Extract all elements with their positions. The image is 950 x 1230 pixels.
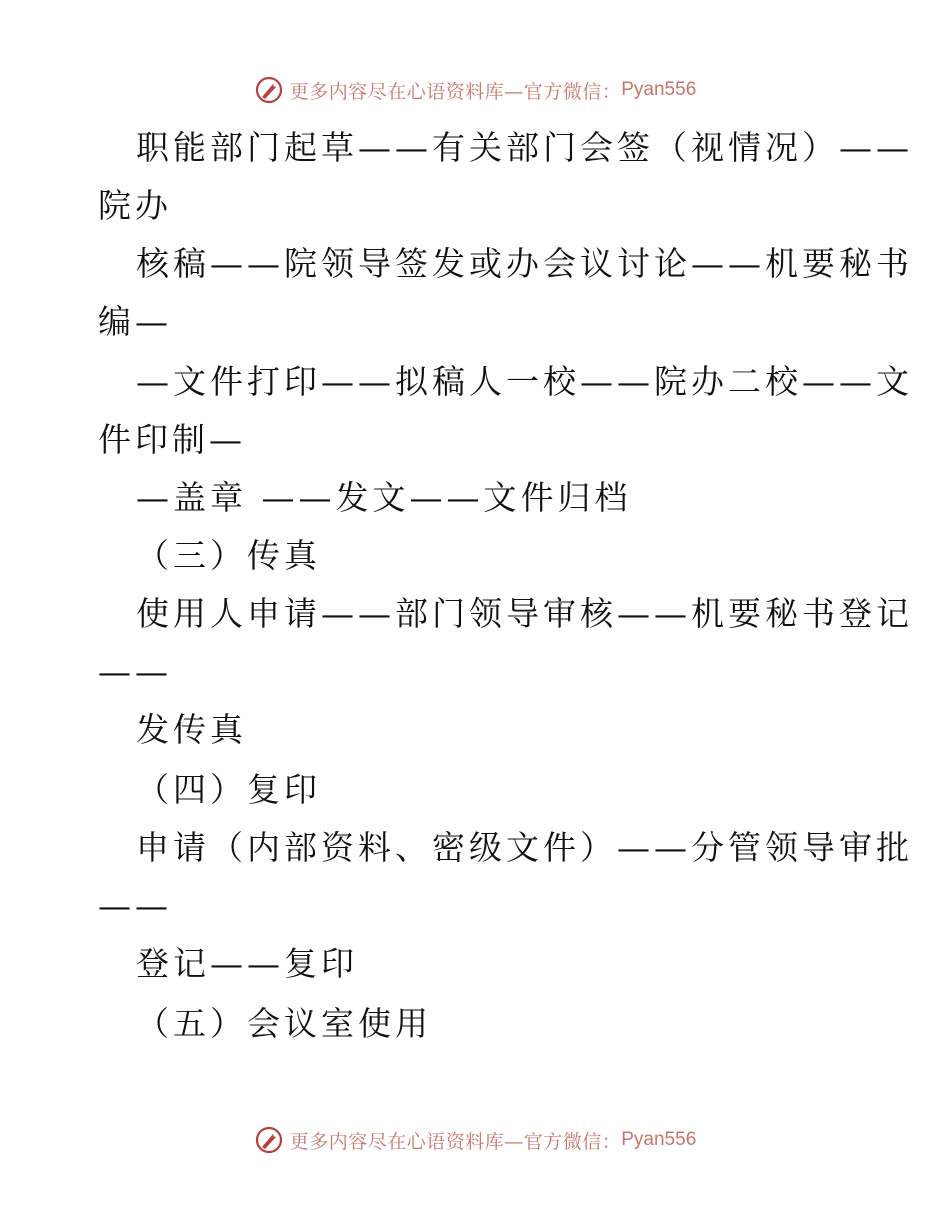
paragraph-line: 发传真 [136,710,247,749]
header-banner-text: 更多内容尽在心语资料库—官方微信： [289,80,622,103]
paragraph-line: —— [98,652,172,691]
paragraph-line: —文件打印——拟稿人一校——院办二校——文 [136,362,913,401]
pen-nib-logo-icon [254,1125,284,1155]
paragraph-line: 院办 [98,186,172,225]
footer-banner [0,1120,950,1160]
paragraph-line: 核稿——院领导签发或办会议讨论——机要秘书 [136,244,913,283]
paragraph-line: —盖章 ——发文——文件归档 [136,478,632,517]
section-heading: （三）传真 [136,536,321,575]
paragraph-line: 件印制— [98,420,246,459]
pen-nib-logo-icon [254,75,284,105]
paragraph-line: 编— [98,302,172,341]
section-heading: （四）复印 [136,770,321,809]
header-wechat-id: Pyan556 [621,79,697,100]
paragraph-line: 申请（内部资料、密级文件）——分管领导审批 [136,828,913,867]
paragraph-line: 职能部门起草——有关部门会签（视情况）—— [136,128,913,167]
paragraph-line: 使用人申请——部门领导审核——机要秘书登记 [136,594,913,633]
paragraph-line: —— [98,886,172,925]
section-heading: （五）会议室使用 [136,1004,432,1043]
header-banner [0,70,950,110]
footer-wechat-id: Pyan556 [621,1129,697,1150]
footer-banner-text: 更多内容尽在心语资料库—官方微信： [289,1130,622,1153]
paragraph-line: 登记——复印 [136,944,358,983]
